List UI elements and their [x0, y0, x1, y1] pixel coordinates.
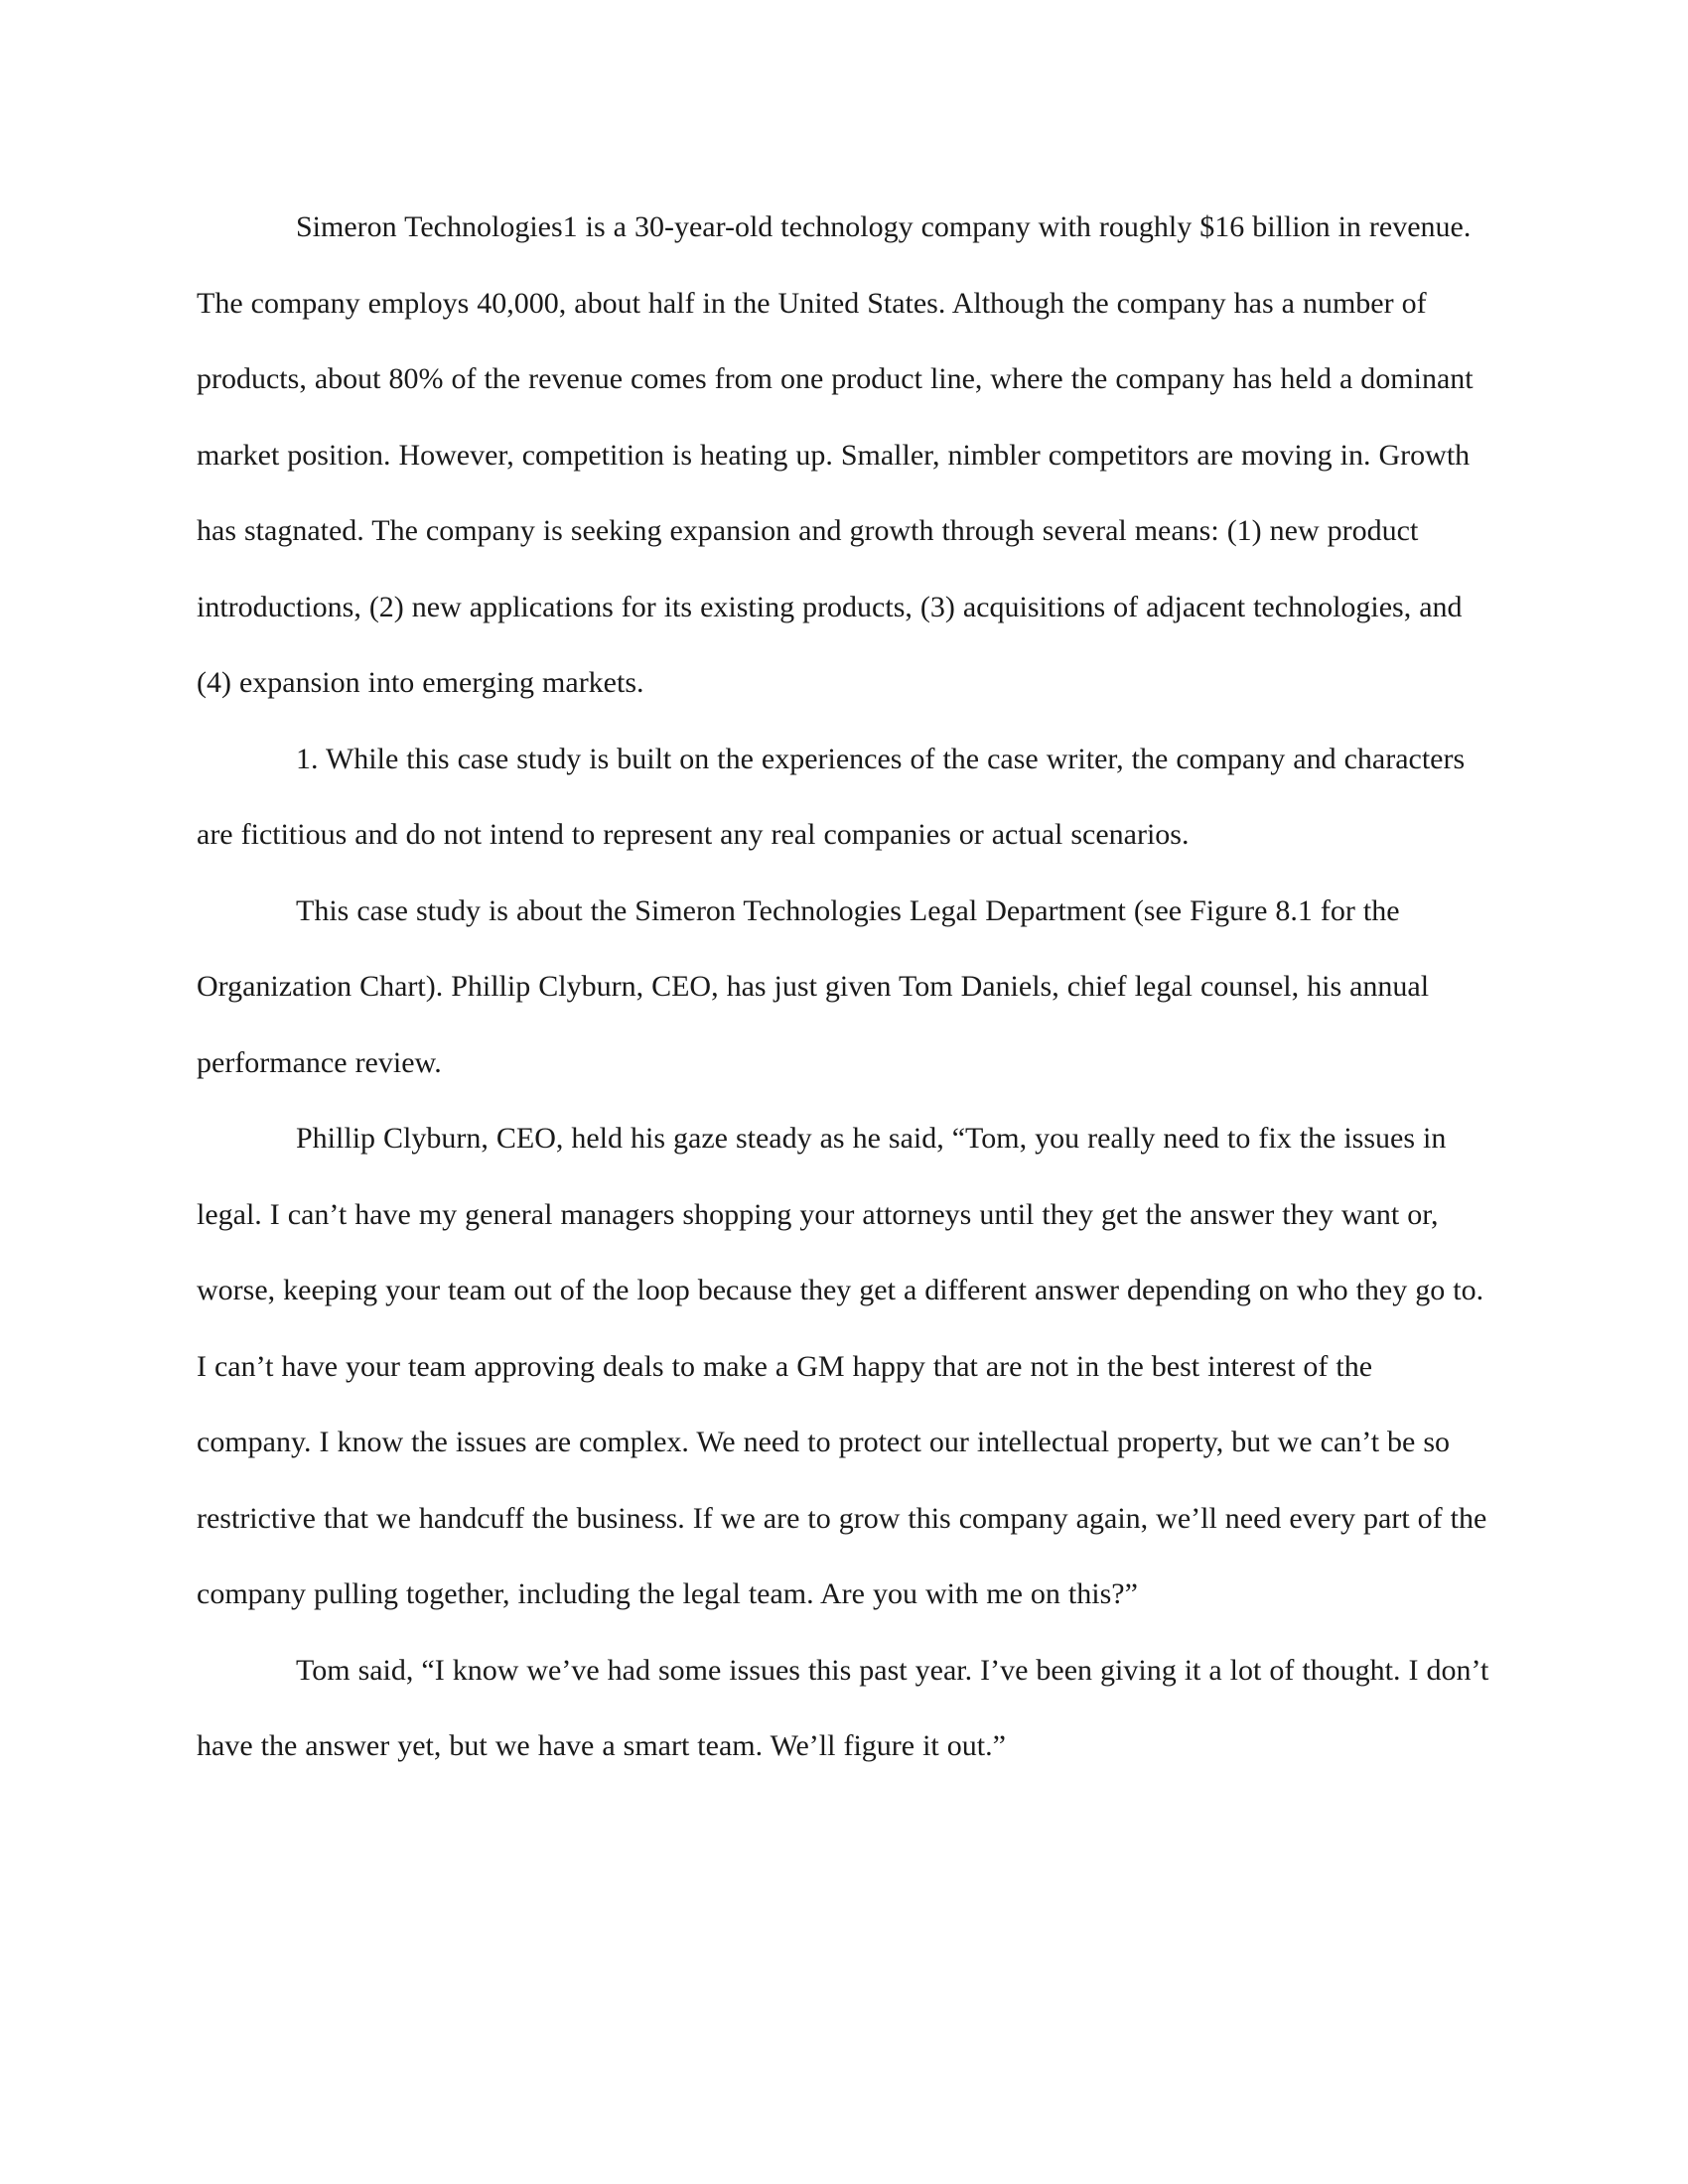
- paragraph-footnote: 1. While this case study is built on the experiences of the case writer, the company and characters are fictitious and do not intend to represent any real companies or actual scenarios.: [197, 742, 1466, 851]
- body-text: [197, 190, 1491, 1785]
- paragraph-case-intro: This case study is about the Simeron Technologies Legal Department (see Figure 8.1 for the Organization Chart). Phillip Clyburn, CEO, has just given Tom Daniels, chief legal counsel, his annual performance review.: [197, 893, 1430, 1079]
- paragraph-company-overview: Simeron Technologies1 is a 30-year-old technology company with roughly $16 billion in revenue. The company employs 40,000, about half in the United States. Although the company has a number of products, about 80% of the revenue comes from one product line, where the company has held a dominant market position. However, competition is heating up. Smaller, nimbler competitors are moving in. Growth has stagnated. The company is seeking expansion and growth through several means: (1) new product introductions, (2) new applications for its existing products, (3) acquisitions of adjacent technologies, and (4) expansion into emerging markets.: [197, 210, 1474, 699]
- paragraph-tom-reply: Tom said, “I know we’ve had some issues this past year. I’ve been giving it a lot of thought. I don’t have the answer yet, but we have a smart team. We’ll figure it out.”: [197, 1653, 1489, 1762]
- paragraph-ceo-quote: Phillip Clyburn, CEO, held his gaze steady as he said, “Tom, you really need to fix the issues in legal. I can’t have my general managers shopping your attorneys until they get the answer they want or, worse, keeping your team out of the loop because they get a different answer depending on who they go to. I can’t have your team approving deals to make a GM happy that are not in the best interest of the company. I know the issues are complex. We need to protect our intellectual property, but we can’t be so restrictive that we handcuff the business. If we are to grow this company again, we’ll need every part of the company pulling together, including the legal team. Are you with me on this?”: [197, 1122, 1487, 1610]
